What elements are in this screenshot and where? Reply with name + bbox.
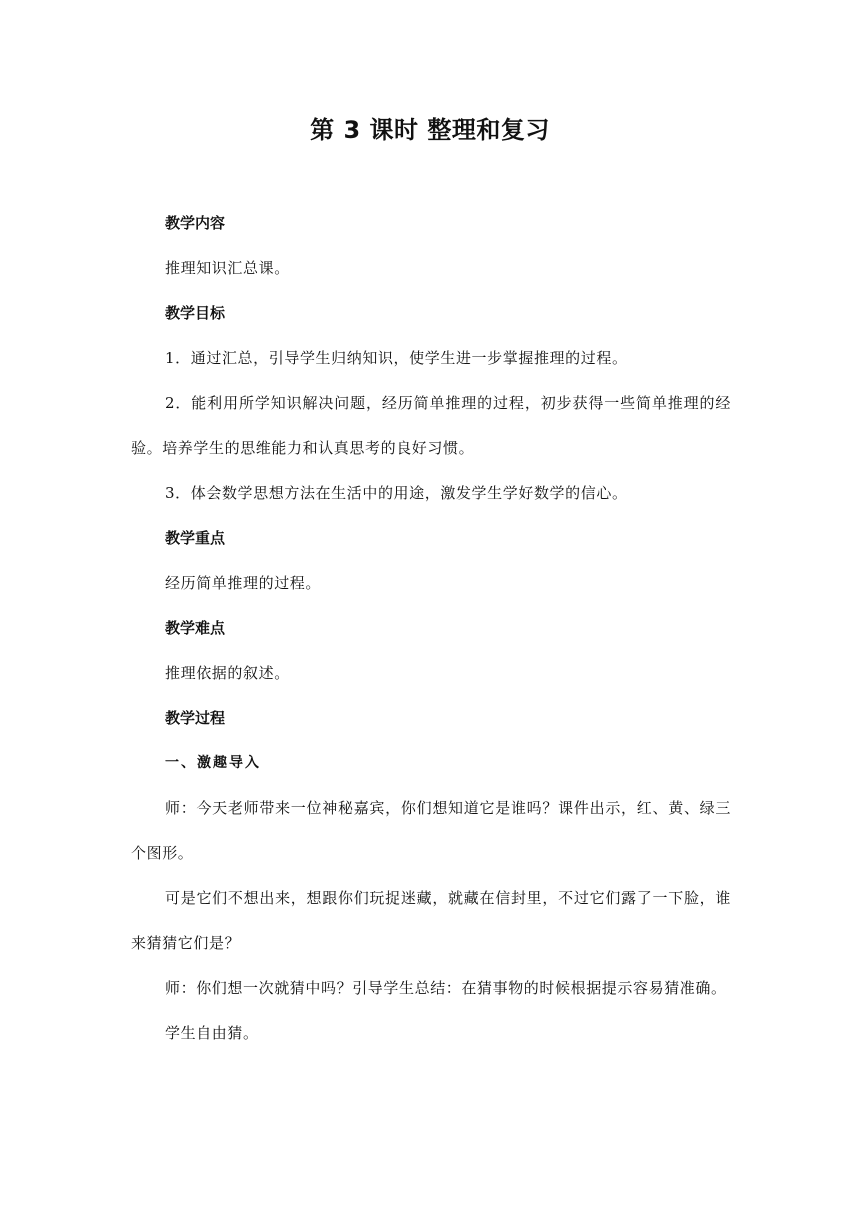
paragraph: 3．体会数学思想方法在生活中的用途，激发学生学好数学的信心。 [165,484,628,502]
paragraph: 推理依据的叙述。 [165,664,290,682]
page-title: 第 3 课时 整理和复习 [310,116,550,144]
paragraph: 学生自由猜。 [165,1024,259,1042]
paragraph: 可是它们不想出来，想跟你们玩捉迷藏，就藏在信封里，不过它们露了一下脸，谁来猜猜它们是？ [131,889,731,952]
paragraph: 师：你们想一次就猜中吗？引导学生总结：在猜事物的时候根据提示容易猜准确。 [165,979,727,997]
section-heading-key-points: 教学重点 [165,529,226,547]
section-heading-content: 教学内容 [165,214,226,232]
paragraph: 1．通过汇总，引导学生归纳知识，使学生进一步掌握推理的过程。 [165,349,628,367]
subsection-heading: 一、激趣导入 [165,755,261,771]
paragraph: 师：今天老师带来一位神秘嘉宾，你们想知道它是谁吗？课件出示，红、黄、绿三个图形。 [131,799,731,862]
section-heading-goals: 教学目标 [165,304,226,322]
document-body [131,201,731,1056]
section-heading-difficulties: 教学难点 [165,619,226,637]
paragraph: 推理知识汇总课。 [165,259,290,277]
paragraph: 经历简单推理的过程。 [165,574,322,592]
paragraph: 2．能利用所学知识解决问题，经历简单推理的过程，初步获得一些简单推理的经验。培养学生的思维能力和认真思考的良好习惯。 [131,394,731,457]
section-heading-process: 教学过程 [165,709,226,727]
